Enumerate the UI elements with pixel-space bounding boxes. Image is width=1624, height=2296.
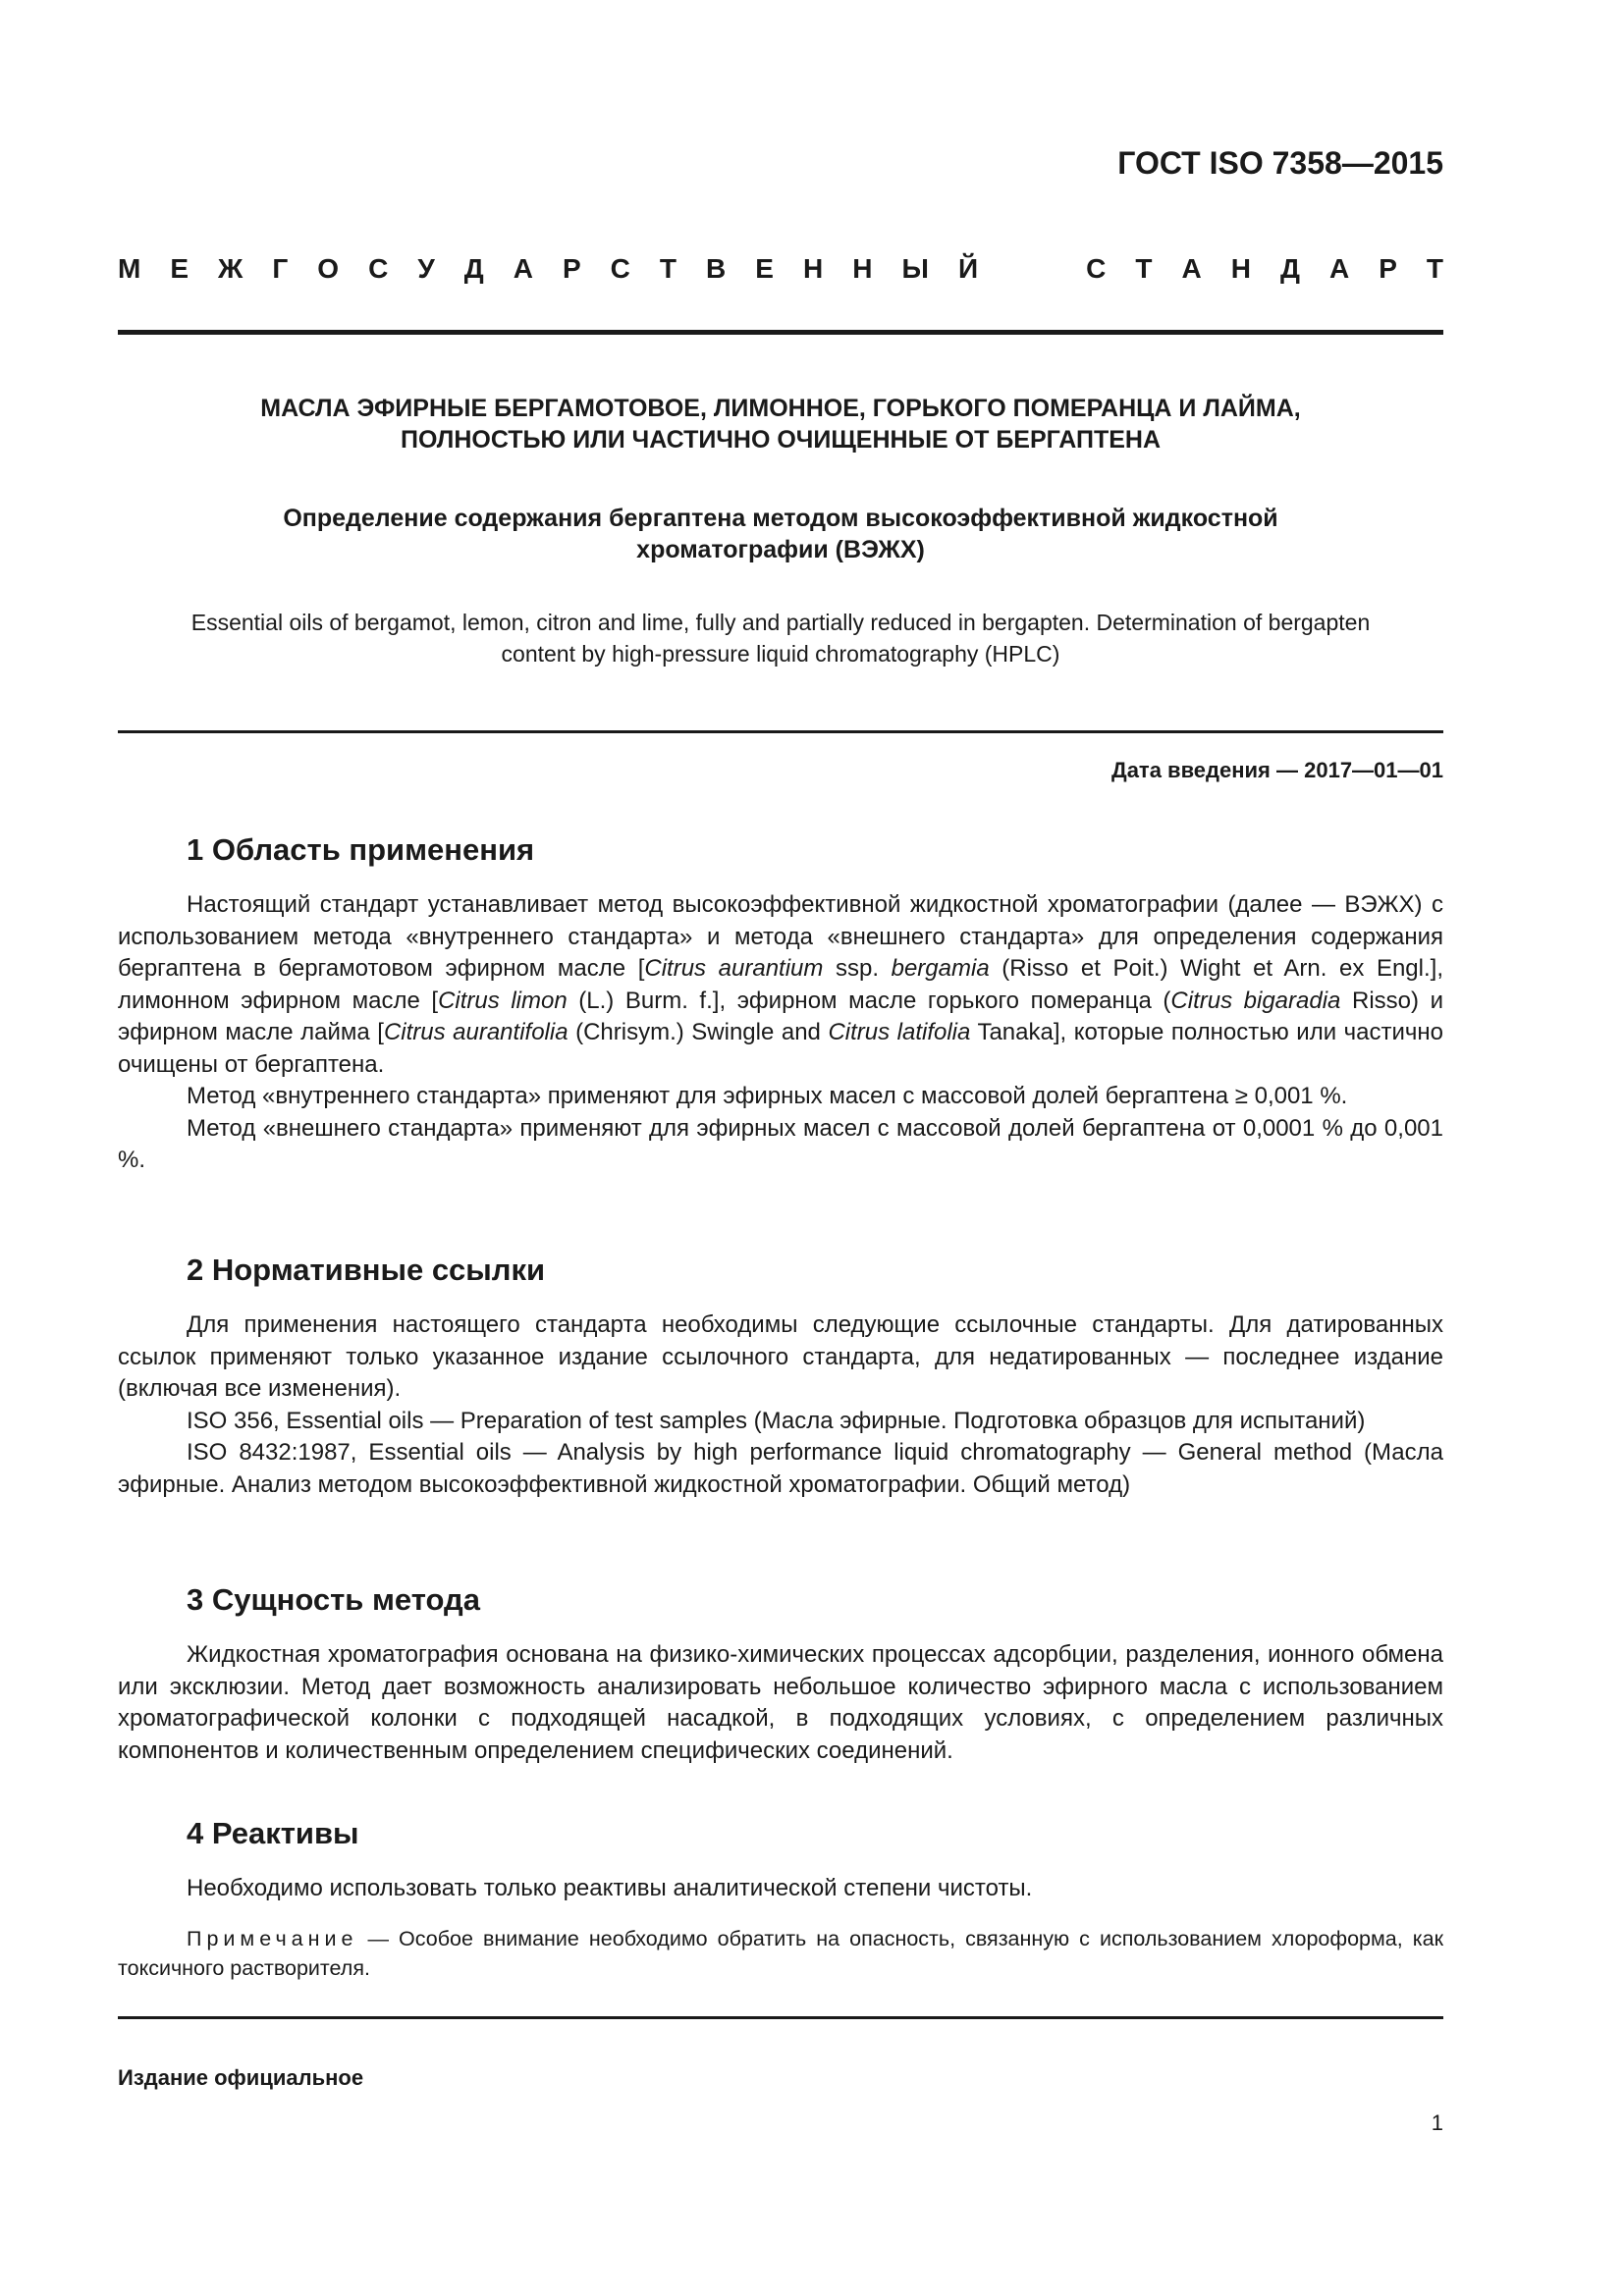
- banner-word-gap: [1007, 253, 1056, 285]
- section-2-paragraph-3: ISO 8432:1987, Essential oils — Analysis by high performance liquid chromatography — General method (Масла эфирные. Анализ методом высокоэффективной жидкостной хроматографии. Общий метод): [118, 1439, 1443, 1498]
- title-russian-line-1: МАСЛА ЭФИРНЫЕ БЕРГАМОТОВОЕ, ЛИМОННОЕ, ГОРЬКОГО ПОМЕРАНЦА И ЛАЙМА,: [260, 395, 1301, 422]
- interstate-word-letter: Д: [463, 253, 484, 284]
- standard-word-letter: Р: [1379, 253, 1397, 284]
- interstate-word-letter: М: [118, 253, 141, 284]
- title-english-line-2: content by high-pressure liquid chromatography (HPLC): [501, 641, 1060, 667]
- interstate-standard-banner: [118, 253, 1443, 285]
- interstate-word-letter: А: [513, 253, 533, 284]
- standard-word-letter: А: [1328, 253, 1350, 284]
- section-4-paragraph-1: Необходимо использовать только реактивы аналитической степени чистоты.: [187, 1875, 1033, 1901]
- standard-word-letter: А: [1181, 253, 1202, 284]
- section-4-note: [118, 1924, 1443, 1983]
- section-2-paragraph-1: Для применения настоящего стандарта необходимы следующие ссылочные стандарты. Для датированных ссылок применяют только указанное издание ссылочного стандарта, для недатированных — последнее издание (включая все изменения).: [118, 1311, 1443, 1402]
- title-english-line-1: Essential oils of bergamot, lemon, citron and lime, fully and partially reduced in bergapten. Determination of bergapten: [190, 610, 1371, 635]
- interstate-word-letter: Ы: [901, 253, 929, 284]
- section-1-body: [118, 889, 1443, 1177]
- section-4-heading: 4 Реактивы: [187, 1816, 359, 1850]
- interstate-word-letter: Й: [957, 253, 979, 284]
- standard-word-letter: Н: [1230, 253, 1251, 284]
- interstate-word-letter: Ж: [218, 253, 244, 284]
- section-4-body: [118, 1873, 1443, 1905]
- section-3-paragraph-1: Жидкостная хроматография основана на физико-химических процессах адсорбции, разделения, ионного обмена или эксклюзии. Метод дает возможность анализировать небольшое количество эфирного масла с использованием хроматографической колонки с подходящей насадкой, в подходящих условиях, с определением различных компонентов и количественным определением специфических соединений.: [118, 1641, 1443, 1764]
- section-2-body: [118, 1309, 1443, 1501]
- note-label: Примечание: [187, 1927, 358, 1950]
- section-1-heading: 1 Область применения: [187, 832, 535, 867]
- interstate-word-letter: Н: [852, 253, 873, 284]
- standard-word-letter: С: [1086, 253, 1107, 284]
- interstate-word-letter: Р: [562, 253, 581, 284]
- section-3-body: [118, 1639, 1443, 1767]
- interstate-word-letter: У: [417, 253, 435, 284]
- interstate-word-letter: Н: [803, 253, 824, 284]
- interstate-word-letter: С: [610, 253, 630, 284]
- standard-word-letter: Т: [1426, 253, 1443, 284]
- interstate-word-letter: Г: [272, 253, 289, 284]
- section-1-paragraph-2: Метод «внутреннего стандарта» применяют для эфирных масел с массовой долей бергаптена ≥ 0,001 %.: [187, 1083, 1348, 1109]
- title-russian-line-2: ПОЛНОСТЬЮ ИЛИ ЧАСТИЧНО ОЧИЩЕННЫЕ ОТ БЕРГАПТЕНА: [401, 426, 1161, 454]
- title-russian: [118, 393, 1443, 455]
- standard-designation: ГОСТ ISO 7358—2015: [1117, 145, 1443, 181]
- introduction-date: Дата введения — 2017—01—01: [1111, 758, 1443, 782]
- interstate-word-letter: Е: [170, 253, 189, 284]
- section-1-paragraph-1: Настоящий стандарт устанавливает метод высокоэффективной жидкостной хроматографии (далее — ВЭЖХ) с использованием метода «внутреннего стандарта» и метода «внешнего стандарта» для определения содержания бергаптена в бергамотовом эфирном масле [Citrus aurantium ssp. bergamia (Risso et Poit.) Wight et Arn. ex Engl.], лимонном эфирном масле [Citrus limon (L.) Burm. f.], эфирном масле горького померанца (Citrus bigaradia Risso) и эфирном масле лайма [Citrus aurantifolia (Chrisym.) Swingle and Citrus latifolia Tanaka], которые полностью или частично очищены от бергаптена.: [118, 891, 1444, 1078]
- title-rule: [118, 730, 1443, 733]
- subtitle-russian-line-2: хроматографии (ВЭЖХ): [636, 536, 925, 563]
- header-rule: [118, 330, 1443, 335]
- note-text: — Особое внимание необходимо обратить на опасность, связанную с использованием хлороформа, как токсичного растворителя.: [118, 1927, 1443, 1980]
- interstate-word-letter: О: [317, 253, 340, 284]
- interstate-word-letter: Т: [659, 253, 677, 284]
- section-2-heading: 2 Нормативные ссылки: [187, 1253, 546, 1287]
- interstate-word-letter: В: [706, 253, 727, 284]
- section-3-heading: 3 Сущность метода: [187, 1582, 480, 1617]
- section-2-paragraph-2: ISO 356, Essential oils — Preparation of test samples (Масла эфирные. Подготовка образцов для испытаний): [187, 1407, 1366, 1434]
- title-english: [118, 607, 1443, 669]
- section-1-paragraph-3: Метод «внешнего стандарта» применяют для эфирных масел с массовой долей бергаптена от 0,0001 % до 0,001 %.: [118, 1114, 1443, 1173]
- subtitle-russian-line-1: Определение содержания бергаптена методом высокоэффективной жидкостной: [283, 505, 1278, 532]
- page-number: 1: [1431, 2110, 1443, 2135]
- subtitle-russian: [118, 503, 1443, 565]
- footer-rule: [118, 2016, 1443, 2019]
- standard-word-letter: Т: [1135, 253, 1153, 284]
- official-edition-label: Издание официальное: [118, 2065, 364, 2090]
- interstate-word-letter: С: [368, 253, 389, 284]
- interstate-word-letter: Е: [755, 253, 774, 284]
- standard-word-letter: Д: [1279, 253, 1300, 284]
